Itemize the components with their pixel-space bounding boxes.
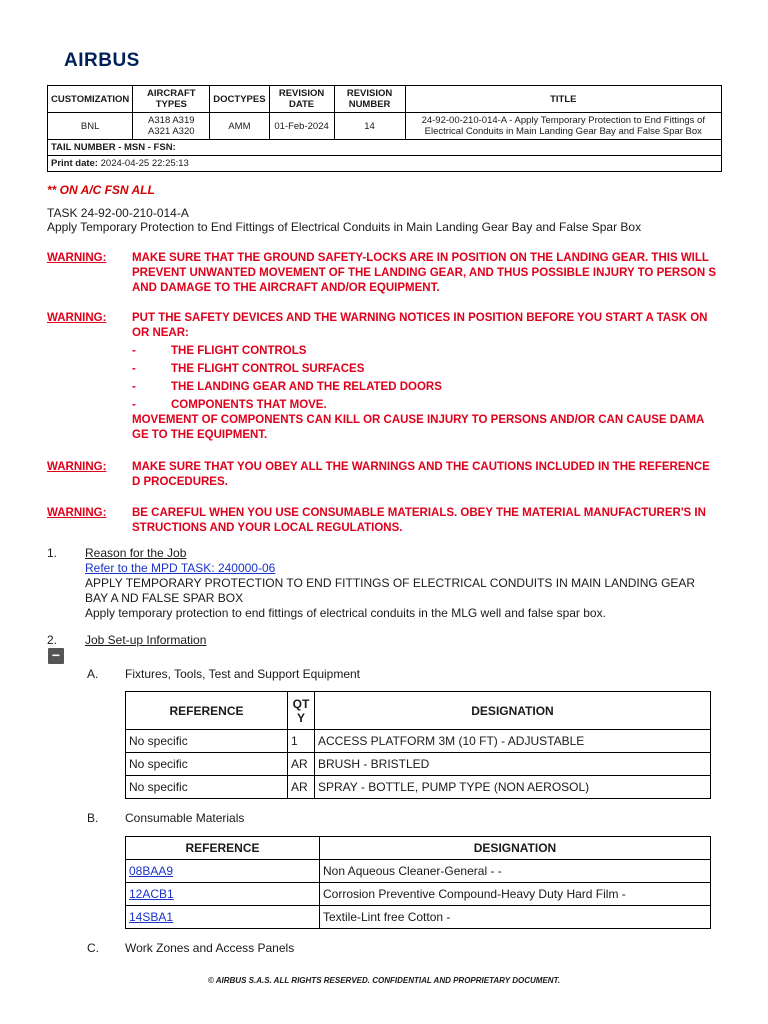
subsection-title: Work Zones and Access Panels	[125, 941, 295, 955]
section-heading: Reason for the Job	[85, 546, 187, 560]
col-reference: REFERENCE	[126, 692, 288, 730]
copyright-footer: © AIRBUS S.A.S. ALL RIGHTS RESERVED. CONFIDENTIAL AND PROPRIETARY DOCUMENT.	[207, 976, 561, 985]
task-title: Apply Temporary Protection to End Fittings of Electrical Conduits in Main Landing Gear Bay and False Spar Box	[47, 220, 642, 234]
warning-1	[47, 251, 717, 296]
document-header-table	[47, 85, 722, 172]
tail-number-label: TAIL NUMBER - MSN - FSN:	[48, 140, 722, 156]
airbus-logo: AIRBUS	[64, 50, 140, 71]
material-link[interactable]: 12ACB1	[129, 887, 174, 901]
subsection-letter: B.	[87, 811, 99, 825]
warning-bullet: - THE LANDING GEAR AND THE RELATED DOORS	[132, 381, 442, 393]
col-revision-date: REVISION DATE	[269, 86, 334, 113]
col-designation: DESIGNATION	[320, 837, 711, 860]
table-row: 12ACB1 Corrosion Preventive Compound-Heavy Duty Hard Film -	[126, 883, 711, 906]
revision-number-value: 14	[334, 113, 405, 140]
print-date-row	[48, 156, 722, 172]
section-setup	[47, 633, 715, 648]
title-value: 24-92-00-210-014-A - Apply Temporary Protection to End Fittings of Electrical Conduits in Main Landing Gear Bay and False Spar Box	[405, 113, 721, 140]
consumables-table	[125, 836, 711, 929]
warning-label: WARNING:	[47, 461, 107, 473]
task-number: TASK 24-92-00-210-014-A	[47, 206, 189, 220]
warning-bullet: - COMPONENTS THAT MOVE.	[132, 399, 327, 411]
warning-3	[47, 460, 717, 490]
col-qty: QT Y	[288, 692, 315, 730]
col-customization: CUSTOMIZATION	[48, 86, 133, 113]
warning-label: WARNING:	[47, 252, 107, 264]
warning-text: MAKE SURE THAT THE GROUND SAFETY-LOCKS ARE IN POSITION ON THE LANDING GEAR. THIS WILL PREVENT UNWANTED MOVEMENT OF THE LANDING GEAR, AND THUS POSSIBLE INJURY TO PERSON S AND DAMAGE TO THE AIRCRAFT AND/OR EQUIPMENT.	[132, 252, 716, 294]
doctype-value: AMM	[210, 113, 269, 140]
warning-bullet: - THE FLIGHT CONTROL SURFACES	[132, 363, 365, 375]
warning-text: MOVEMENT OF COMPONENTS CAN KILL OR CAUSE INJURY TO PERSONS AND/OR CAN CAUSE DAMA GE TO THE EQUIPMENT.	[132, 414, 704, 441]
subsection-letter: A.	[87, 667, 99, 681]
print-date-value: 2024-04-25 22:25:13	[100, 158, 189, 169]
col-doctypes: DOCTYPES	[210, 86, 269, 113]
col-aircraft-types: AIRCRAFT TYPES	[133, 86, 210, 113]
table-row: No specific 1 ACCESS PLATFORM 3M (10 FT) - ADJUSTABLE	[126, 730, 711, 753]
table-row: 08BAA9 Non Aqueous Cleaner-General - -	[126, 860, 711, 883]
subsection-c	[87, 941, 295, 955]
effectivity-line: ** ON A/C FSN ALL	[47, 183, 155, 197]
collapse-icon[interactable]: −	[48, 648, 64, 664]
subsection-title: Fixtures, Tools, Test and Support Equipment	[125, 667, 361, 681]
material-link[interactable]: 08BAA9	[129, 864, 174, 878]
col-designation: DESIGNATION	[315, 692, 711, 730]
warning-bullet: - THE FLIGHT CONTROLS	[132, 345, 307, 357]
subsection-a	[87, 667, 361, 681]
subsection-letter: C.	[87, 941, 99, 955]
subsection-title: Consumable Materials	[125, 811, 245, 825]
section-number: 2.	[47, 633, 58, 647]
table-row: No specific AR BRUSH - BRISTLED	[126, 753, 711, 776]
aircraft-types-value: A318 A319 A321 A320	[133, 113, 210, 140]
print-date-label: Print date:	[51, 158, 98, 169]
reason-uppercase: APPLY TEMPORARY PROTECTION TO END FITTINGS OF ELECTRICAL CONDUITS IN MAIN LANDING GEAR BAY A ND FALSE SPAR BOX	[85, 576, 696, 605]
revision-date-value: 01-Feb-2024	[269, 113, 334, 140]
customization-value: BNL	[48, 113, 133, 140]
table-row: 14SBA1 Textile-Lint free Cotton -	[126, 906, 711, 929]
material-link[interactable]: 14SBA1	[129, 910, 174, 924]
section-heading: Job Set-up Information	[85, 633, 207, 647]
warning-4	[47, 506, 717, 536]
col-reference: REFERENCE	[126, 837, 320, 860]
warning-label: WARNING:	[47, 507, 107, 519]
section-reason	[47, 546, 715, 621]
col-revision-number: REVISION NUMBER	[334, 86, 405, 113]
warning-text: PUT THE SAFETY DEVICES AND THE WARNING NOTICES IN POSITION BEFORE YOU START A TASK ON OR NEAR:	[132, 312, 708, 339]
col-title: TITLE	[405, 86, 721, 113]
warning-label: WARNING:	[47, 312, 107, 324]
warning-text: BE CAREFUL WHEN YOU USE CONSUMABLE MATERIALS. OBEY THE MATERIAL MANUFACTURER'S IN STRUCTIONS AND YOUR LOCAL REGULATIONS.	[132, 507, 706, 534]
mpd-task-link[interactable]: Refer to the MPD TASK: 240000-06	[85, 561, 276, 575]
reason-body: Apply temporary protection to end fittings of electrical conduits in the MLG well and false spar box.	[85, 606, 606, 620]
tools-table	[125, 691, 711, 799]
table-row: No specific AR SPRAY - BOTTLE, PUMP TYPE (NON AEROSOL)	[126, 776, 711, 799]
warning-2	[47, 311, 717, 443]
warning-text: MAKE SURE THAT YOU OBEY ALL THE WARNINGS AND THE CAUTIONS INCLUDED IN THE REFERENCE D PROCEDURES.	[132, 461, 710, 488]
section-number: 1.	[47, 546, 58, 560]
subsection-b	[87, 811, 245, 825]
